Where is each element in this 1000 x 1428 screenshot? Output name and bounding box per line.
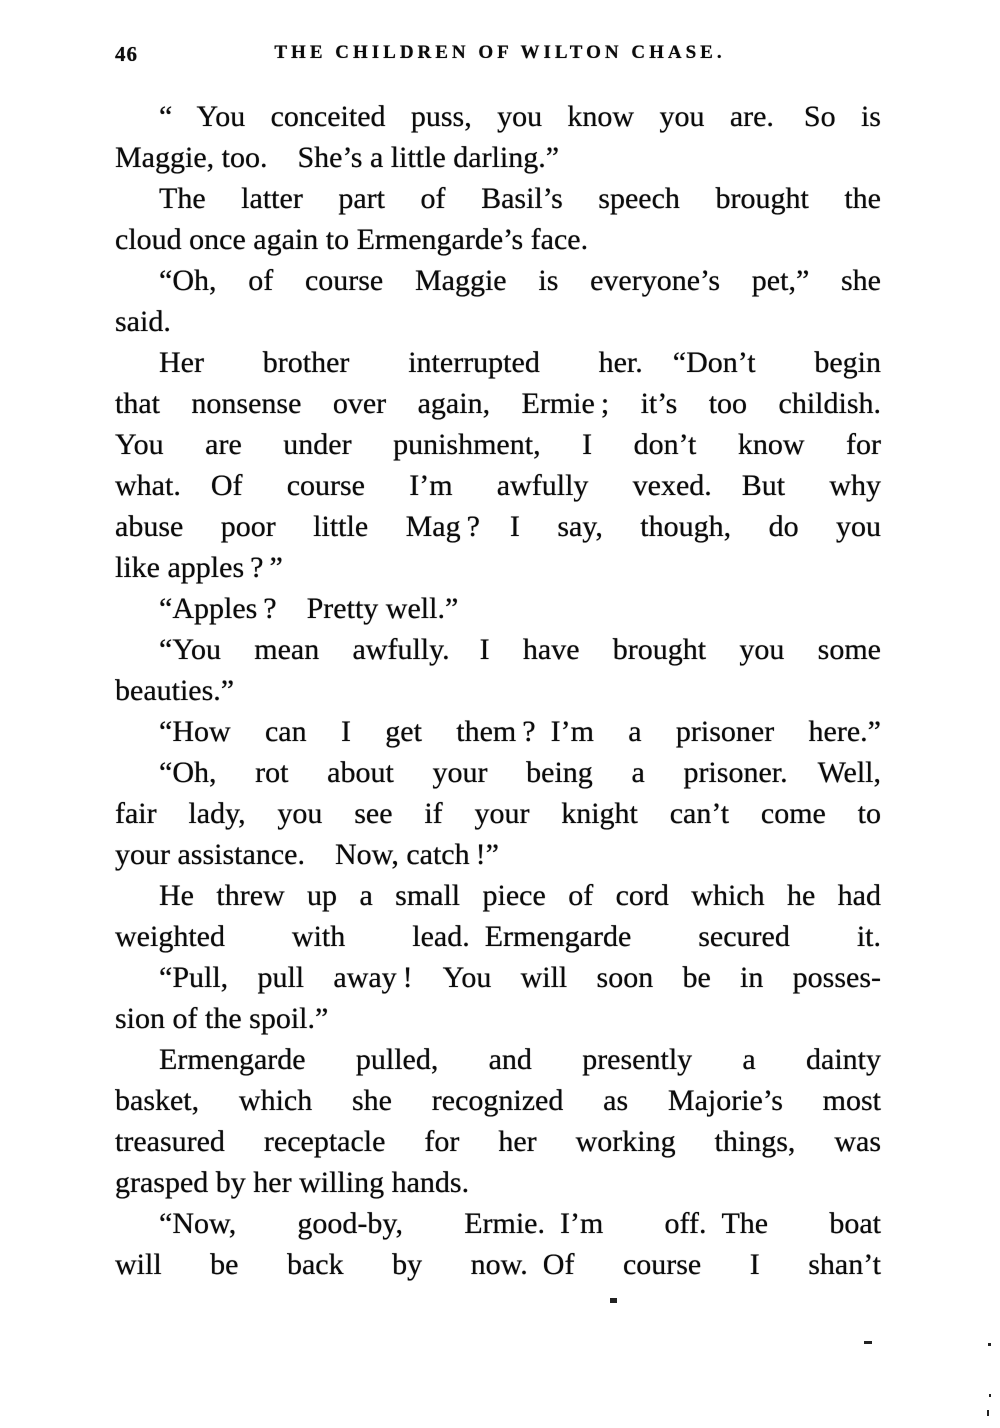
paragraph	[115, 752, 881, 875]
paragraph	[115, 629, 881, 711]
text-line: beauties.”	[115, 674, 235, 707]
text-line: treasured receptacle for her working things, was	[115, 1125, 881, 1158]
text-line: that nonsense over again, Ermie ; it’s too childish.	[115, 387, 881, 420]
text-line: The latter part of Basil’s speech brought the	[159, 182, 881, 215]
scan-speck	[610, 1298, 617, 1303]
paragraph	[115, 260, 881, 342]
text-line: “You mean awfully. I have brought you some	[159, 633, 881, 666]
page-header	[0, 42, 1000, 72]
paragraph	[115, 1039, 881, 1203]
scan-speck	[989, 1394, 991, 1397]
text-line: “Oh, of course Maggie is everyone’s pet,” she	[159, 264, 881, 297]
paragraph	[115, 1203, 881, 1285]
paragraph	[115, 957, 881, 1039]
scan-speck	[864, 1341, 872, 1344]
text-line: will be back by now. Of course I shan’t	[115, 1248, 881, 1281]
text-line: “Pull, pull away ! You will soon be in posses-	[159, 961, 881, 994]
text-line: “Oh, rot about your being a prisoner. Well,	[159, 756, 881, 789]
text-line: Maggie, too. She’s a little darling.”	[115, 141, 560, 174]
text-line: cloud once again to Ermengarde’s face.	[115, 223, 589, 256]
page-number: 46	[115, 42, 138, 66]
text-line: grasped by her willing hands.	[115, 1166, 470, 1199]
running-title: THE CHILDREN OF WILTON CHASE.	[274, 42, 726, 63]
text-line: “Now, good-by, Ermie. I’m off. The boat	[159, 1207, 881, 1240]
paragraph	[115, 96, 881, 178]
paragraph	[115, 875, 881, 957]
text-line: weighted with lead. Ermengarde secured it.	[115, 920, 881, 953]
paragraph	[115, 711, 881, 752]
text-line: “ You conceited puss, you know you are. So is	[159, 100, 881, 133]
text-line: “How can I get them ? I’m a prisoner here.”	[159, 715, 881, 748]
text-line: abuse poor little Mag ? I say, though, do you	[115, 510, 881, 543]
text-line: He threw up a small piece of cord which he had	[159, 879, 881, 912]
text-line: Ermengarde pulled, and presently a dainty	[159, 1043, 881, 1076]
paragraph	[115, 588, 881, 629]
scan-speck	[988, 1343, 991, 1346]
text-line: sion of the spoil.”	[115, 1002, 329, 1035]
text-line: what. Of course I’m awfully vexed. But why	[115, 469, 881, 502]
text-line: “Apples ? Pretty well.”	[159, 592, 459, 625]
text-line: Her brother interrupted her. “Don’t begin	[159, 346, 881, 379]
page-body	[115, 96, 881, 1285]
text-line: said.	[115, 305, 171, 338]
paragraph	[115, 342, 881, 588]
scan-speck	[987, 1410, 989, 1416]
text-line: You are under punishment, I don’t know for	[115, 428, 881, 461]
text-line: basket, which she recognized as Majorie’s most	[115, 1084, 881, 1117]
text-line: your assistance. Now, catch !”	[115, 838, 499, 871]
text-line: like apples ? ”	[115, 551, 283, 584]
paragraph	[115, 178, 881, 260]
text-line: fair lady, you see if your knight can’t come to	[115, 797, 881, 830]
